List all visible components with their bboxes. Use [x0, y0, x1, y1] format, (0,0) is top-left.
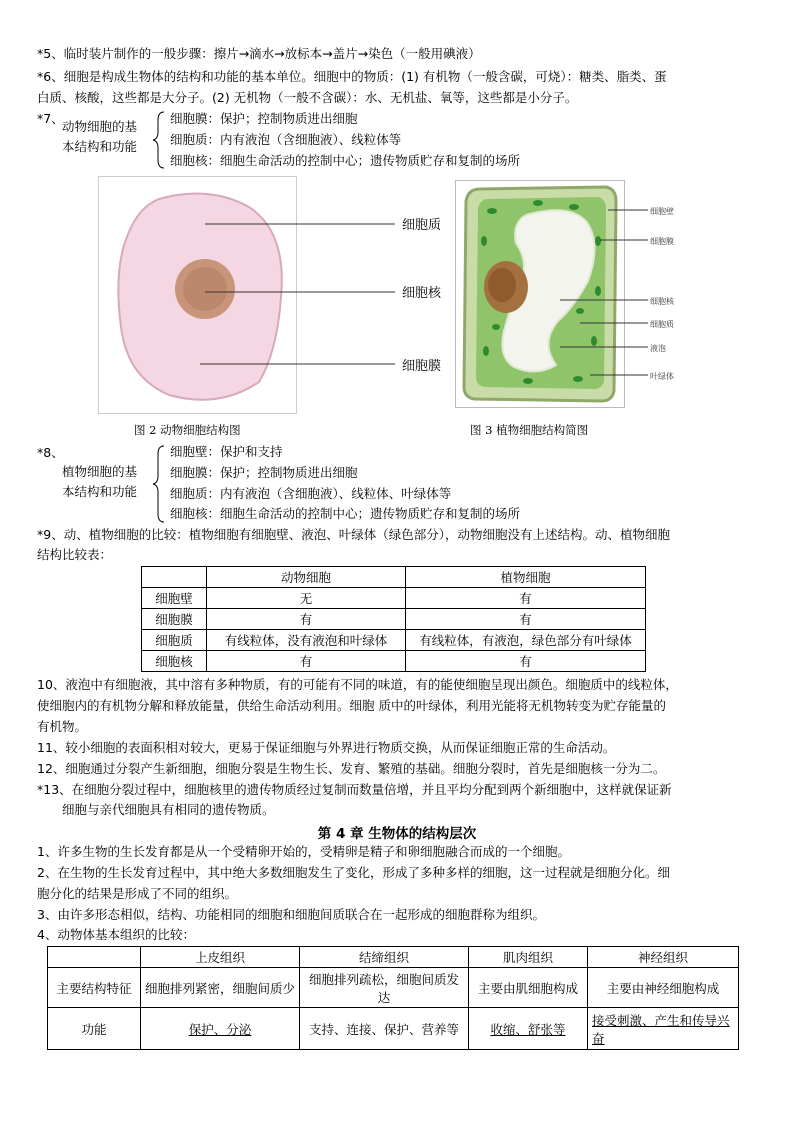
line-9a: *9、动、植物细胞的比较：植物细胞有细胞壁、液泡、叶绿体（绿色部分），动物细胞没有上述结构。动、植物细胞 [37, 527, 670, 542]
table-cell: 主要由神经细胞构成 [588, 968, 739, 1008]
line-10b: 使细胞内的有机物分解和释放能量，供给生命活动利用。细胞 质中的叶绿体，利用光能将无机物转变为贮存能量的 [37, 698, 666, 713]
table-header [48, 947, 141, 968]
table-cell: 有线粒体，没有液泡和叶绿体 [207, 630, 406, 651]
plant-label-cytoplasm: 细胞质 [650, 320, 674, 329]
table-cell: 有 [207, 651, 406, 672]
table-cell: 接受刺激、产生和传导兴奋 [588, 1008, 739, 1050]
table-row [142, 651, 646, 672]
line-11: 11、较小细胞的表面积相对较大，更易于保证细胞与外界进行物质交换，从而保证细胞正常的生命活动。 [37, 740, 616, 755]
line-12: 12、细胞通过分裂产生新细胞，细胞分裂是生物生长、发育、繁殖的基础。细胞分裂时，首先是细胞核一分为二。 [37, 761, 666, 776]
table-header: 肌肉组织 [469, 947, 588, 968]
plant-block-num: *8、 [37, 445, 64, 460]
line-10a: 10、液泡中有细胞液，其中溶有多种物质，有的可能有不同的味道，有的能使细胞呈现出颜色。细胞质中的线粒体， [37, 677, 678, 692]
plant-label-chloroplast: 叶绿体 [650, 372, 674, 381]
table-cell: 支持、连接、保护、营养等 [300, 1008, 469, 1050]
c4-line-1: 1、许多生物的生长发育都是从一个受精卵开始的，受精卵是精子和卵细胞融合而成的一个细胞。 [37, 844, 570, 859]
table-row [142, 588, 646, 609]
plant-block-title1: 植物细胞的基 [62, 464, 138, 479]
table-header-row [48, 947, 739, 968]
table-header: 植物细胞 [406, 567, 646, 588]
chapter-heading: 第 4 章 生物体的结构层次 [317, 826, 477, 842]
table-cell: 细胞质 [142, 630, 207, 651]
table-cell: 细胞核 [142, 651, 207, 672]
table-cell: 细胞膜 [142, 609, 207, 630]
table-header: 动物细胞 [207, 567, 406, 588]
line-10c: 有机物。 [37, 719, 88, 734]
table-header: 神经组织 [588, 947, 739, 968]
table-cell: 有 [406, 588, 646, 609]
table-row [142, 630, 646, 651]
c4-line-3: 3、由许多形态相似，结构、功能相同的细胞和细胞间质联合在一起形成的细胞群称为组织。 [37, 907, 545, 922]
plant-block-title2: 本结构和功能 [62, 484, 138, 499]
table-cell: 有 [406, 651, 646, 672]
table-row-head: 主要结构特征 [48, 968, 141, 1008]
animal-block-num: *7、 [37, 111, 64, 126]
line-13a: *13、在细胞分裂过程中，细胞核里的遗传物质经过复制而数量倍增，并且平均分配到两个新细胞中，这样就保证新 [37, 782, 672, 797]
table-cell: 保护、分泌 [141, 1008, 300, 1050]
animal-label-cytoplasm: 细胞质 [402, 218, 442, 233]
line-13b: 细胞与亲代细胞具有相同的遗传物质。 [62, 802, 275, 817]
animal-label-membrane: 细胞膜 [402, 359, 442, 374]
cell-compare-table [141, 566, 646, 672]
plant-label-vacuole: 液泡 [650, 344, 666, 353]
line-6b: 白质、核酸，这些都是大分子。(2) 无机物（一般不含碳）：水、无机盐、氧等，这些都是小分子。 [37, 90, 578, 105]
table-header [142, 567, 207, 588]
table-cell: 细胞壁 [142, 588, 207, 609]
table-cell: 细胞排列紧密，细胞间质少 [141, 968, 300, 1008]
plant-cytoplasm: 细胞质：内有液泡（含细胞液）、线粒体、叶绿体等 [170, 486, 452, 501]
brace-icon [152, 110, 168, 170]
plant-membrane: 细胞膜：保护；控制物质进出细胞 [170, 465, 358, 480]
line-6a: *6、细胞是构成生物体的结构和功能的基本单位。细胞中的物质：(1) 有机物（一般含碳，可烧）：糖类、脂类、蛋 [37, 69, 667, 84]
brace-icon [152, 444, 168, 524]
c4-line-4: 4、动物体基本组织的比较： [37, 927, 195, 942]
table-row [48, 1008, 739, 1050]
animal-label-nucleus: 细胞核 [402, 286, 442, 301]
plant-label-wall: 细胞壁 [650, 207, 674, 216]
plant-nucleus: 细胞核：细胞生命活动的控制中心；遗传物质贮存和复制的场所 [170, 506, 521, 521]
animal-cytoplasm: 细胞质：内有液泡（含细胞液）、线粒体等 [170, 132, 402, 147]
table-cell: 无 [207, 588, 406, 609]
plant-label-nucleus: 细胞核 [650, 297, 674, 306]
table-row [142, 609, 646, 630]
table-header: 结缔组织 [300, 947, 469, 968]
line-5: *5、临时装片制作的一般步骤：擦片→滴水→放标本→盖片→染色（一般用碘液） [37, 46, 481, 61]
plant-label-membrane: 细胞膜 [650, 237, 674, 246]
plant-leader-lines [560, 200, 650, 385]
table-header: 上皮组织 [141, 947, 300, 968]
table-cell: 主要由肌细胞构成 [469, 968, 588, 1008]
table-row [48, 968, 739, 1008]
animal-nucleus: 细胞核：细胞生命活动的控制中心；遗传物质贮存和复制的场所 [170, 153, 521, 168]
animal-block-title1: 动物细胞的基 [62, 119, 138, 134]
animal-leader-lines [200, 200, 400, 380]
table-header-row [142, 567, 646, 588]
line-9b: 结构比较表： [37, 547, 113, 562]
plant-wall: 细胞壁：保护和支持 [170, 444, 283, 459]
table-cell: 有线粒体，有液泡，绿色部分有叶绿体 [406, 630, 646, 651]
table-cell: 细胞排列疏松，细胞间质发达 [300, 968, 469, 1008]
c4-line-2a: 2、在生物的生长发育过程中，其中绝大多数细胞发生了变化，形成了多种多样的细胞，这一过程就是细胞分化。细 [37, 865, 670, 880]
table-row-head: 功能 [48, 1008, 141, 1050]
table-cell: 有 [406, 609, 646, 630]
caption-figure-3: 图 3 植物细胞结构简图 [470, 423, 589, 437]
animal-membrane: 细胞膜：保护；控制物质进出细胞 [170, 111, 358, 126]
c4-line-2b: 胞分化的结果是形成了不同的组织。 [37, 886, 238, 901]
caption-figure-2: 图 2 动物细胞结构图 [134, 423, 241, 437]
table-cell: 收缩、舒张等 [469, 1008, 588, 1050]
tissue-compare-table [47, 946, 739, 1050]
table-cell: 有 [207, 609, 406, 630]
animal-block-title2: 本结构和功能 [62, 139, 138, 154]
